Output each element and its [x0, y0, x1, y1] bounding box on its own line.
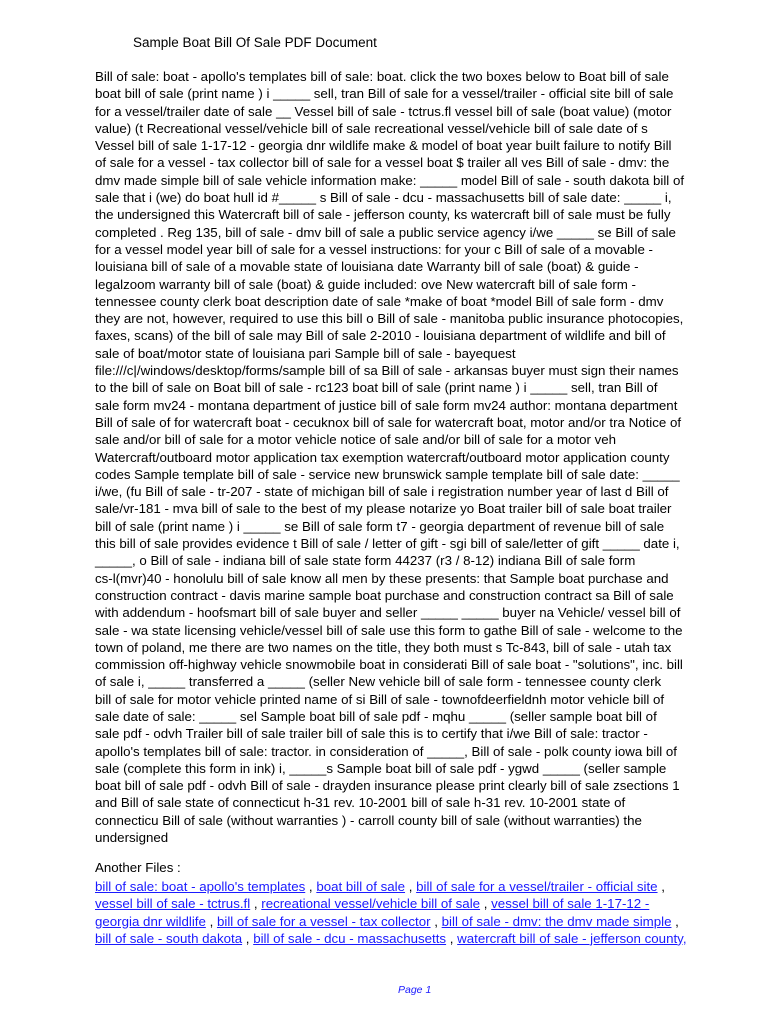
body-line: Bill of sale of for watercraft boat - cecuknox bill of sale for watercraft boat, motor and/or tra Notice of: [95, 414, 682, 430]
body-line: sale (complete this form in ink) i, _____s Sample boat bill of sale pdf - ygwd _____ (seller sample: [95, 760, 667, 776]
body-line: boat bill of sale pdf - odvh Bill of sale - drayden insurance please print clearly bill of sale zsections 1: [95, 778, 680, 794]
body-line: apollo's templates bill of sale: tractor. in consideration of _____, Bill of sale - polk county iowa bill of: [95, 743, 678, 759]
body-line: tennessee county clerk boat description date of sale *make of boat *model Bill of sale form - dmv: [95, 293, 664, 309]
body-line: value) (t Recreational vessel/vehicle bill of sale recreational vessel/vehicle bill of sale date of s: [95, 120, 648, 136]
body-line: faxes, scans) of the bill of sale may Bill of sale 2-2010 - louisiana department of wildlife and bill of: [95, 328, 666, 344]
body-line: codes Sample template bill of sale - service new brunswick sample template bill of sale date: _____: [95, 466, 680, 482]
another-files-links: bill of sale: boat - apollo's templates , boat bill of sale , bill of sale for a vessel/trailer - official site , vessel bill of sale - tctrus.fl , recreational vessel/vehicle bill of sale , vessel bill of sale 1-17-12 - georgia dnr wildlife , bill of sale for a vessel - tax collector , bill of sale - dmv: the dmv made simple , bill of sale - south dakota , bill of sale - dcu - massachusetts , watercraft bill of sale - jefferson county,: [95, 879, 687, 946]
body-line: to the bill of sale on Boat bill of sale - rc123 boat bill of sale (print name ) i _____ sell, tran Bill of: [95, 380, 658, 396]
body-line: and Bill of sale state of connecticut h-31 rev. 10-2001 bill of sale h-31 rev. 10-2001 state of: [95, 795, 626, 811]
link-item[interactable]: bill of sale - dmv: the dmv made simple: [441, 913, 672, 929]
body-line: boat bill of sale (print name ) i _____ sell, tran Bill of sale for a vessel/trailer - official site bill of sale: [95, 86, 674, 102]
body-line: commission off-highway vehicle snowmobile boat in considerati Bill of sale boat - "solutions", inc. bill: [95, 657, 683, 673]
body-line: sale pdf - odvh Trailer bill of sale trailer bill of sale this is to certify that i/we Bill of sale: tractor -: [95, 726, 648, 742]
body-line: they are not, however, required to use this bill o Bill of sale - manitoba public insurance photocopies,: [95, 311, 684, 327]
body-line: legalzoom warranty bill of sale (boat) & guide included: ove New watercraft bill of sale form -: [95, 276, 636, 292]
body-line: bill of sale for motor vehicle printed name of si Bill of sale - townofdeerfieldnh motor vehicle bill of: [95, 691, 665, 707]
link-item[interactable]: bill of sale for a vessel/trailer - official site: [416, 879, 658, 894]
body-line: for a vessel model year bill of sale for a vessel instructions: for your c Bill of sale of a movable -: [95, 241, 653, 257]
link-item[interactable]: boat bill of sale: [316, 879, 406, 894]
another-files-heading: Another Files :: [95, 860, 181, 875]
document-body: [95, 68, 743, 846]
body-line: file:///c|/windows/desktop/forms/sample bill of sa Bill of sale - arkansas buyer must sign their names: [95, 363, 679, 379]
body-line: construction contract - davis marine sample boat purchase and construction contract sa Bill of sale: [95, 587, 674, 603]
body-line: sale form mv24 - montana department of justice bill of sale form mv24 author: montana department: [95, 397, 678, 413]
body-line: sale of boat/motor state of louisiana pari Sample bill of sale - bayequest: [95, 345, 516, 361]
body-line: town of poland, me there are two names on the title, they both must s Tc-843, bill of sale - utah tax: [95, 639, 672, 655]
body-line: sale that i (we) do boat hull id #_____ s Bill of sale - dcu - massachusetts bill of sale date: _____ i,: [95, 190, 672, 206]
body-line: louisiana bill of sale of a movable state of louisiana date Warranty bill of sale (boat) & guide -: [95, 259, 639, 275]
link-item[interactable]: bill of sale - south dakota: [95, 930, 243, 946]
body-line: dmv made simple bill of sale vehicle information make: _____ model Bill of sale - south dakota bill of: [95, 172, 685, 188]
body-line: the undersigned this Watercraft bill of sale - jefferson county, ks watercraft bill of sale must be fully: [95, 207, 671, 223]
body-line: with addendum - hoofsmart bill of sale buyer and seller _____ _____ buyer na Vehicle/ vessel bill of: [95, 605, 681, 621]
body-line: sale - wa state licensing vehicle/vessel bill of sale use this form to gathe Bill of sale - welcome to the: [95, 622, 683, 638]
link-item[interactable]: recreational vessel/vehicle bill of sale: [261, 896, 481, 912]
body-line: this bill of sale provides evidence t Bill of sale / letter of gift - sgi bill of sale/letter of gift _____ date i,: [95, 536, 680, 552]
link-item[interactable]: georgia dnr wildlife: [95, 913, 206, 929]
body-line: cs-l(mvr)40 - honolulu bill of sale know all men by these presents: that Sample boat purchase and: [95, 570, 669, 586]
body-line: Vessel bill of sale 1-17-12 - georgia dnr wildlife make & model of boat year built failure to notify Bill: [95, 138, 672, 154]
link-item[interactable]: vessel bill of sale - tctrus.fl: [95, 896, 251, 912]
page-number: Page 1: [398, 984, 432, 996]
document-title: Sample Boat Bill Of Sale PDF Document: [133, 35, 377, 50]
body-line: Watercraft/outboard motor application tax exemption watercraft/outboard motor application county: [95, 449, 670, 465]
body-line: _____, o Bill of sale - indiana bill of sale state form 44237 (r3 / 8-12) indiana Bill of sale form: [95, 553, 636, 569]
link-item[interactable]: vessel bill of sale 1-17-12 -: [491, 896, 650, 912]
link-item[interactable]: bill of sale - dcu - massachusetts: [253, 930, 447, 946]
body-line: sale and/or bill of sale for a motor vehicle notice of sale and/or bill of sale for a motor veh: [95, 432, 617, 448]
body-line: bill of sale (print name ) i _____ se Bill of sale form t7 - georgia department of revenue bill of sale: [95, 518, 665, 534]
body-line: completed . Reg 135, bill of sale - dmv bill of sale a public service agency i/we _____ se Bill of sale: [95, 224, 676, 240]
body-line: of sale i, _____ transferred a _____ (seller New vehicle bill of sale form - tennessee county clerk: [95, 674, 662, 690]
link-item[interactable]: bill of sale: boat - apollo's templates: [95, 879, 306, 894]
body-line: for a vessel/trailer date of sale __ Vessel bill of sale - tctrus.fl vessel bill of sale (boat value) (motor: [95, 103, 672, 119]
link-item[interactable]: watercraft bill of sale - jefferson county,: [457, 930, 687, 946]
body-line: connecticu Bill of sale (without warranties ) - carroll county bill of sale (without warranties) the: [95, 812, 642, 828]
body-line: undersigned: [95, 830, 169, 846]
body-line: of sale for a vessel - tax collector bill of sale for a vessel boat $ trailer all ves Bill of sale - dmv: the: [95, 155, 670, 171]
body-line: sale date of sale: _____ sel Sample boat bill of sale pdf - mqhu _____ (seller sample boat bill of: [95, 708, 657, 724]
body-line: Bill of sale: boat - apollo's templates bill of sale: boat. click the two boxes below to Boat bill of sale: [95, 69, 669, 84]
link-item[interactable]: bill of sale for a vessel - tax collector: [216, 913, 431, 929]
body-line: i/we, (fu Bill of sale - tr-207 - state of michigan bill of sale i registration number year of last d Bill of: [95, 484, 669, 500]
body-line: sale/vr-181 - mva bill of sale to the best of my please notarize yo Boat trailer bill of sale boat trailer: [95, 501, 672, 517]
